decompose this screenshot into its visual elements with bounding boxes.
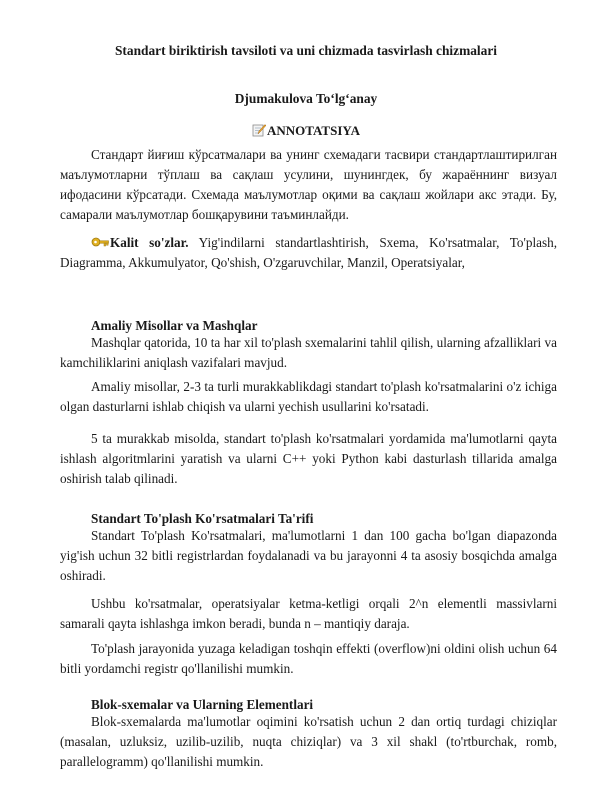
- section-1-paragraph-1: Mashqlar qatorida, 10 ta har xil to'plash sxemalarini tahlil qilish, ularning afzalliklari va kamchiliklarini aniqlash vazifalari mavjud.: [60, 335, 557, 370]
- annotation-text: Стандарт йиғиш кўрсатмалари ва унинг схемадаги тасвири стандартлаштирилган маълумотларни тўплаш ва сақлаш усулини, шунингдек, бу жараённинг визуал ифодасини кўрсатади. Схемада маълумотлар оқими ва сақлаш жойлари акс этади. Бу, самарали маълумотлар бошқарувини таъминлайди.: [60, 147, 557, 222]
- keywords-label: Kalit so'zlar.: [110, 235, 189, 250]
- memo-icon: [252, 123, 266, 137]
- keywords-list: Yig'indilarni standartlashtirish, Sxema, Ko'rsatmalar, To'plash, Diagramma, Akkumulyator, Qo'shish, O'zgaruvchilar, Manzil, Operatsiyalar,: [60, 235, 557, 270]
- key-icon: [91, 235, 109, 249]
- section-heading-1: Amaliy Misollar va Mashqlar: [91, 318, 258, 333]
- annotation-heading-text: ANNOTATSIYA: [267, 123, 360, 138]
- annotation-heading: [0, 123, 612, 139]
- paper-title: Standart biriktirish tavsiloti va uni chizmada tasvirlash chizmalari: [114, 43, 498, 58]
- section-1-paragraph-2: Amaliy misollar, 2-3 ta turli murakkablikdagi standart to'plash ko'rsatmalarini o'z ichiga olgan dasturlarni ishlab chiqish va ularni yechish usullarini ko'rsatadi.: [60, 379, 557, 414]
- keywords-paragraph: [60, 233, 557, 273]
- section-3-paragraph-1: Blok-sxemalarda ma'lumotlar oqimini ko'rsatish uchun 2 dan ortiq turdagi chiziqlar (masalan, uzluksiz, uzilib-uzilib, nuqta chiziqlar) va 3 xil shakl (to'rtburchak, romb, parallelogramm) qo'llanilishi mumkin.: [60, 714, 557, 769]
- section-heading-2: Standart To'plash Ko'rsatmalari Ta'rifi: [91, 511, 314, 526]
- section-2-paragraph-3: To'plash jarayonida yuzaga keladigan toshqin effekti (overflow)ni oldini olish uchun 64 bitli yordamchi registr qo'llanilishi mumkin.: [60, 641, 557, 676]
- section-2-paragraph-2: Ushbu ko'rsatmalar, operatsiyalar ketma-ketligi orqali 2^n elementli massivlarni samarali qayta ishlashga imkon beradi, bunda n – mantiqiy daraja.: [60, 596, 557, 631]
- section-heading-3: Blok-sxemalar va Ularning Elementlari: [91, 697, 314, 712]
- section-2-paragraph-1: Standart To'plash Ko'rsatmalari, ma'lumotlarni 1 dan 100 gacha bo'lgan diapazonda yig'ish uchun 32 bitli registrlardan foydalanadi va bu jarayonni 4 ta asosiy bosqichda amalga oshiradi.: [60, 528, 557, 583]
- author-name: Djumakulova To‘lg‘anay: [234, 91, 378, 106]
- section-1-paragraph-3: 5 ta murakkab misolda, standart to'plash ko'rsatmalari yordamida ma'lumotlarni qayta ishlash algoritmlarini yaratish va ularni C++ yoki Python kabi dasturlash tillarida amalga oshirish talab qilinadi.: [60, 431, 557, 486]
